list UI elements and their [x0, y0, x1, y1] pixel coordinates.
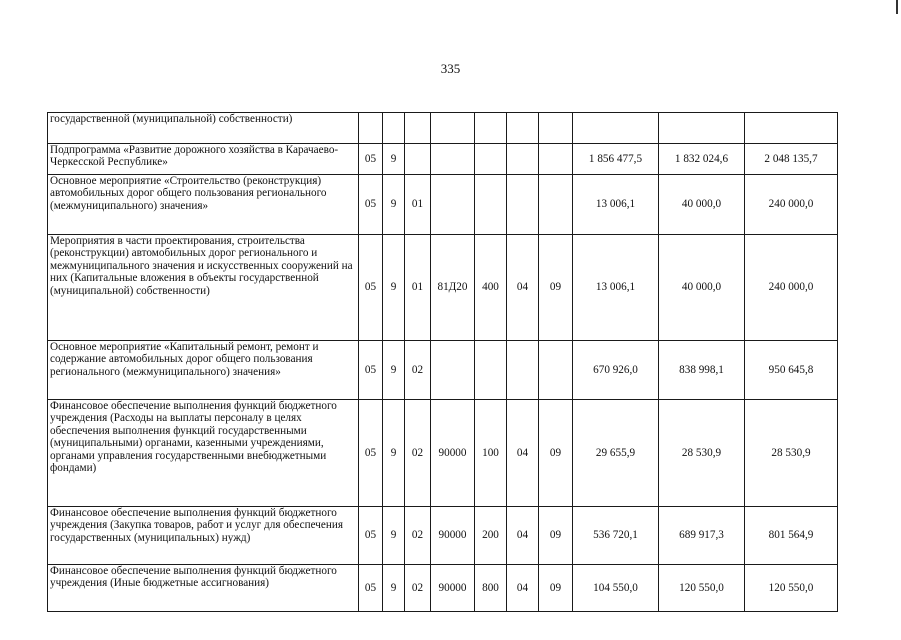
code-cell-code3	[405, 144, 431, 175]
scan-edge-mark	[896, 0, 898, 14]
code-cell-code1: 05	[359, 341, 383, 400]
amount-cell-v2: 40 000,0	[659, 175, 745, 235]
amount-cell-v3	[745, 113, 838, 144]
code-cell-code2: 9	[383, 341, 405, 400]
code-cell-code3: 02	[405, 341, 431, 400]
code-cell-code6: 04	[507, 507, 539, 565]
code-cell-code5: 200	[475, 507, 507, 565]
table-row	[48, 144, 838, 175]
code-cell-code6: 04	[507, 235, 539, 341]
table-row	[48, 565, 838, 612]
code-cell-code4: 81Д20	[431, 235, 475, 341]
amount-cell-v3: 120 550,0	[745, 565, 838, 612]
code-cell-code3	[405, 113, 431, 144]
code-cell-code7	[539, 341, 573, 400]
row-description: Мероприятия в части проектирования, строительства (реконструкции) автомобильных дорог регионального и межмуниципального значения и искусственных сооружений на них (Капитальные вложения в объекты государственной (муниципальной) собственности)	[48, 235, 359, 341]
amount-cell-v1: 1 856 477,5	[573, 144, 659, 175]
code-cell-code2: 9	[383, 565, 405, 612]
amount-cell-v3: 240 000,0	[745, 175, 838, 235]
code-cell-code7: 09	[539, 565, 573, 612]
amount-cell-v1: 536 720,1	[573, 507, 659, 565]
code-cell-code4	[431, 144, 475, 175]
budget-table-body	[48, 113, 838, 612]
code-cell-code2: 9	[383, 507, 405, 565]
code-cell-code5	[475, 144, 507, 175]
code-cell-code6: 04	[507, 565, 539, 612]
code-cell-code5: 400	[475, 235, 507, 341]
code-cell-code7: 09	[539, 507, 573, 565]
code-cell-code7	[539, 113, 573, 144]
amount-cell-v1: 29 655,9	[573, 400, 659, 507]
amount-cell-v3: 28 530,9	[745, 400, 838, 507]
code-cell-code1: 05	[359, 175, 383, 235]
amount-cell-v3: 2 048 135,7	[745, 144, 838, 175]
amount-cell-v3: 240 000,0	[745, 235, 838, 341]
row-description: Основное мероприятие «Капитальный ремонт, ремонт и содержание автомобильных дорог общего пользования регионального (межмуниципального) значения»	[48, 341, 359, 400]
amount-cell-v2: 40 000,0	[659, 235, 745, 341]
code-cell-code6: 04	[507, 400, 539, 507]
row-description: Финансовое обеспечение выполнения функций бюджетного учреждения (Закупка товаров, работ и услуг для обеспечения государственных (муниципальных) нужд)	[48, 507, 359, 565]
amount-cell-v1: 670 926,0	[573, 341, 659, 400]
amount-cell-v1: 104 550,0	[573, 565, 659, 612]
table-row	[48, 175, 838, 235]
code-cell-code3: 02	[405, 400, 431, 507]
code-cell-code2: 9	[383, 175, 405, 235]
amount-cell-v2: 689 917,3	[659, 507, 745, 565]
code-cell-code2	[383, 113, 405, 144]
code-cell-code4	[431, 113, 475, 144]
table-row	[48, 400, 838, 507]
code-cell-code6	[507, 144, 539, 175]
amount-cell-v2: 120 550,0	[659, 565, 745, 612]
table-row	[48, 235, 838, 341]
amount-cell-v2: 1 832 024,6	[659, 144, 745, 175]
code-cell-code3: 01	[405, 175, 431, 235]
code-cell-code7	[539, 175, 573, 235]
code-cell-code1: 05	[359, 507, 383, 565]
code-cell-code6	[507, 341, 539, 400]
code-cell-code5: 800	[475, 565, 507, 612]
code-cell-code5	[475, 113, 507, 144]
code-cell-code1: 05	[359, 144, 383, 175]
amount-cell-v1: 13 006,1	[573, 175, 659, 235]
code-cell-code2: 9	[383, 144, 405, 175]
code-cell-code2: 9	[383, 400, 405, 507]
amount-cell-v2: 28 530,9	[659, 400, 745, 507]
code-cell-code5	[475, 341, 507, 400]
table-row	[48, 341, 838, 400]
code-cell-code1: 05	[359, 235, 383, 341]
code-cell-code6	[507, 175, 539, 235]
code-cell-code4: 90000	[431, 400, 475, 507]
page-number: 335	[440, 61, 461, 76]
row-description: Финансовое обеспечение выполнения функций бюджетного учреждения (Иные бюджетные ассигнования)	[48, 565, 359, 612]
code-cell-code1: 05	[359, 565, 383, 612]
amount-cell-v2: 838 998,1	[659, 341, 745, 400]
amount-cell-v3: 801 564,9	[745, 507, 838, 565]
table-row	[48, 507, 838, 565]
code-cell-code5: 100	[475, 400, 507, 507]
row-description: Основное мероприятие «Строительство (реконструкция) автомобильных дорог общего пользования регионального (межмуниципального) значения»	[48, 175, 359, 235]
amount-cell-v3: 950 645,8	[745, 341, 838, 400]
code-cell-code2: 9	[383, 235, 405, 341]
code-cell-code5	[475, 175, 507, 235]
row-description: Финансовое обеспечение выполнения функций бюджетного учреждения (Расходы на выплаты персоналу в целях обеспечения выполнения функций государственными (муниципальными) органами, казенными учреждениями, органами управления государственными внебюджетными фондами)	[48, 400, 359, 507]
budget-table	[47, 112, 838, 612]
code-cell-code7	[539, 144, 573, 175]
code-cell-code7: 09	[539, 400, 573, 507]
amount-cell-v2	[659, 113, 745, 144]
row-description: Подпрограмма «Развитие дорожного хозяйства в Карачаево-Черкесской Республике»	[48, 144, 359, 175]
code-cell-code1	[359, 113, 383, 144]
code-cell-code4: 90000	[431, 565, 475, 612]
code-cell-code4	[431, 341, 475, 400]
code-cell-code7: 09	[539, 235, 573, 341]
code-cell-code1: 05	[359, 400, 383, 507]
code-cell-code3: 01	[405, 235, 431, 341]
code-cell-code4	[431, 175, 475, 235]
code-cell-code3: 02	[405, 565, 431, 612]
code-cell-code6	[507, 113, 539, 144]
row-description: государственной (муниципальной) собственности)	[48, 113, 359, 144]
code-cell-code3: 02	[405, 507, 431, 565]
amount-cell-v1	[573, 113, 659, 144]
code-cell-code4: 90000	[431, 507, 475, 565]
table-row	[48, 113, 838, 144]
amount-cell-v1: 13 006,1	[573, 235, 659, 341]
